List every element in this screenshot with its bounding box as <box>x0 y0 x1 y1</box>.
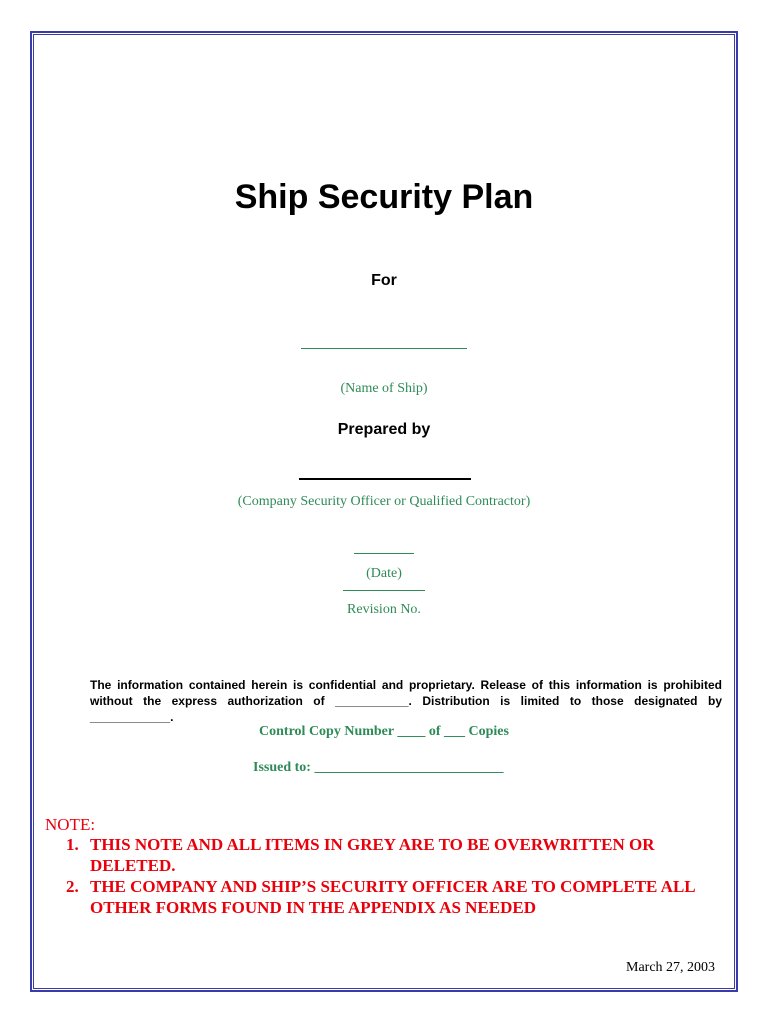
company-blank-line <box>299 478 471 480</box>
note-item-text: THE COMPANY AND SHIP’S SECURITY OFFICER ARE TO COMPLETE ALL OTHER FORMS FOUND IN THE APPENDIX AS NEEDED <box>90 877 695 917</box>
confidentiality-statement: The information contained herein is confidential and proprietary. Release of this information is prohibited without the express authorization of ___________. Distribution is limited to those designated by ____________. <box>90 678 722 724</box>
document-title: Ship Security Plan <box>234 178 534 216</box>
note-item-number: 1. <box>66 835 79 854</box>
footer-date: March 27, 2003 <box>626 960 716 975</box>
date-blank-line <box>354 553 414 554</box>
note-heading: NOTE: <box>45 815 96 834</box>
revision-caption: Revision No. <box>347 602 421 617</box>
for-label: For <box>371 272 397 289</box>
note-list <box>66 834 726 918</box>
note-item-text: THIS NOTE AND ALL ITEMS IN GREY ARE TO BE OVERWRITTEN OR DELETED. <box>90 835 655 875</box>
note-item <box>66 876 726 918</box>
company-caption: (Company Security Officer or Qualified Contractor) <box>237 494 531 509</box>
revision-blank-line <box>343 590 425 591</box>
prepared-by-label: Prepared by <box>337 421 431 438</box>
note-item-number: 2. <box>66 877 79 896</box>
issued-to: Issued to: ___________________________ <box>253 760 504 775</box>
ship-name-caption: (Name of Ship) <box>340 381 428 396</box>
ship-name-blank-line <box>301 348 467 349</box>
date-caption: (Date) <box>366 566 402 581</box>
note-item <box>66 834 726 876</box>
control-copy-number: Control Copy Number ____ of ___ Copies <box>259 724 509 739</box>
